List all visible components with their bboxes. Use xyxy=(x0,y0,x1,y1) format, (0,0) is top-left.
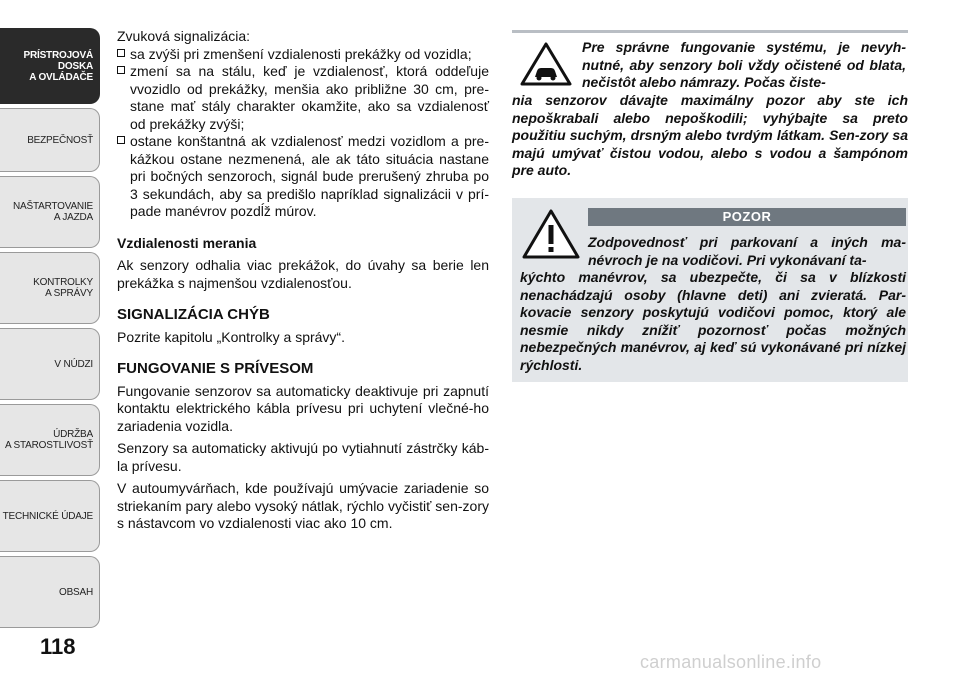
tab-label: KONTROLKY A SPRÁVY xyxy=(33,277,93,299)
distance-text: Ak senzory odhalia viac prekážok, do úvahy sa berie len prekážka s najmenšou vzdialenosťou. xyxy=(117,257,489,291)
tab-label: BEZPEČNOSŤ xyxy=(27,134,93,146)
tab-v-nudzi[interactable] xyxy=(0,328,100,400)
tab-bezpecnost[interactable] xyxy=(0,108,100,172)
tab-udrzba[interactable] xyxy=(0,404,100,476)
tab-label: V NÚDZI xyxy=(54,358,93,370)
checkbox-bullet-icon xyxy=(117,49,125,57)
bullet-text: ostane konštantná ak vzdialenosť medzi vozidlom a pre-kážkou ostane nezmenená, ale ak táto situácia nastane pri bočných senzoroch, signál bude prerušený zhruba po 3 sekundách, aby sa predišlo napríklad signalizácii v prí-pade manévrov pozdĺž múrov. xyxy=(130,133,489,219)
faults-heading: SIGNALIZÁCIA CHÝB xyxy=(117,306,270,323)
list-item xyxy=(117,63,489,133)
warning-box xyxy=(512,198,908,382)
notice-text-rest: nia senzorov dávajte maximálny pozor aby ste ich nepoškrabali alebo nepoškodili; vyhýbajte sa preto použitiu suchým, drsným alebo tvrdým látkam. Sen-zory sa majú umývať čistou vodou, alebo s vodou a šampónom pre auto. xyxy=(512,92,908,178)
warning-text-first: Zodpovednosť pri parkovaní a iných ma-névroch je na vodičovi. Pri vykonávaní ta- xyxy=(588,234,906,268)
tab-label: ÚDRŽBA A STAROSTLIVOSŤ xyxy=(5,429,93,451)
trailer-paragraph-1: Fungovanie senzorov sa automaticky deaktivuje pri zapnutí kontaktu elektrického kábla prívesu pri uchytení vlečné-ho zariadenia vozidla. xyxy=(117,382,489,434)
tab-obsah[interactable] xyxy=(0,556,100,628)
list-item xyxy=(117,46,489,64)
page-number: 118 xyxy=(40,634,76,659)
tab-nastartovanie[interactable] xyxy=(0,176,100,248)
trailer-heading: FUNGOVANIE S PRÍVESOM xyxy=(117,360,314,377)
tab-kontrolky[interactable] xyxy=(0,252,100,324)
notice-box xyxy=(512,30,908,193)
tab-pristrojova-doska[interactable] xyxy=(0,28,100,104)
bullet-text: sa zvýši pri zmenšení vzdialenosti prekážky od vozidla; xyxy=(130,45,472,62)
notice-text-first: Pre správne fungovanie systému, je nevyh-nutné, aby senzory boli vždy očistené od blata, nečistôt alebo námrazy. Počas čiste- xyxy=(582,39,906,90)
tab-label: NAŠTARTOVANIE A JAZDA xyxy=(12,201,93,223)
warning-title: POZOR xyxy=(588,208,906,226)
warning-triangle-icon xyxy=(522,208,580,260)
checkbox-bullet-icon xyxy=(117,136,125,144)
watermark: carmanualsonline.info xyxy=(640,652,822,672)
tab-technicke-udaje[interactable] xyxy=(0,480,100,552)
tab-label: PRÍSTROJOVÁ DOSKA A OVLÁDAČE xyxy=(23,49,93,83)
trailer-paragraph-2: Senzory sa automaticky aktivujú po vytiahnutí zástrčky káb-la prívesu. xyxy=(117,440,489,474)
checkbox-bullet-icon xyxy=(117,66,125,74)
chapter-sidebar xyxy=(0,0,102,640)
tab-label: TECHNICKÉ ÚDAJE xyxy=(2,510,93,522)
distance-heading: Vzdialenosti merania xyxy=(117,234,257,251)
warning-text-rest: kýchto manévrov, sa ubezpečte, či sa v blízkosti nenachádzajú osoby (hlavne deti) ani zvieratá. Par-kovacie senzory poskytujú vodičovi pomoc, ktorý ale nesmie nikdy znížiť pozornosť počas možných nebezpečných manévrov, aj keď sú vykonávané pri nízkej rýchlosti. xyxy=(520,269,906,373)
list-item xyxy=(117,133,489,221)
faults-text: Pozrite kapitolu „Kontrolky a správy“. xyxy=(117,328,345,345)
left-column xyxy=(117,28,489,533)
car-caution-icon xyxy=(520,41,572,87)
bullet-text: zmení sa na stálu, keď je vzdialenosť, ktorá oddeľuje vvozidlo od prekážky, menšia ako približne 30 cm, pre-stane mať stály charakter okamžite, ako sa vzdialenosť od prekážky zvýši; xyxy=(130,63,489,132)
intro-text: Zvuková signalizácia: xyxy=(117,28,251,44)
tab-label: OBSAH xyxy=(58,586,93,598)
trailer-paragraph-3: V autoumyvárňach, kde používajú umývacie zariadenie so striekaním pary alebo vysoký nátlak, rýchlo vyčistiť sen-zory s nástavcom vo vzdialenosti viac ako 10 cm. xyxy=(117,480,489,531)
